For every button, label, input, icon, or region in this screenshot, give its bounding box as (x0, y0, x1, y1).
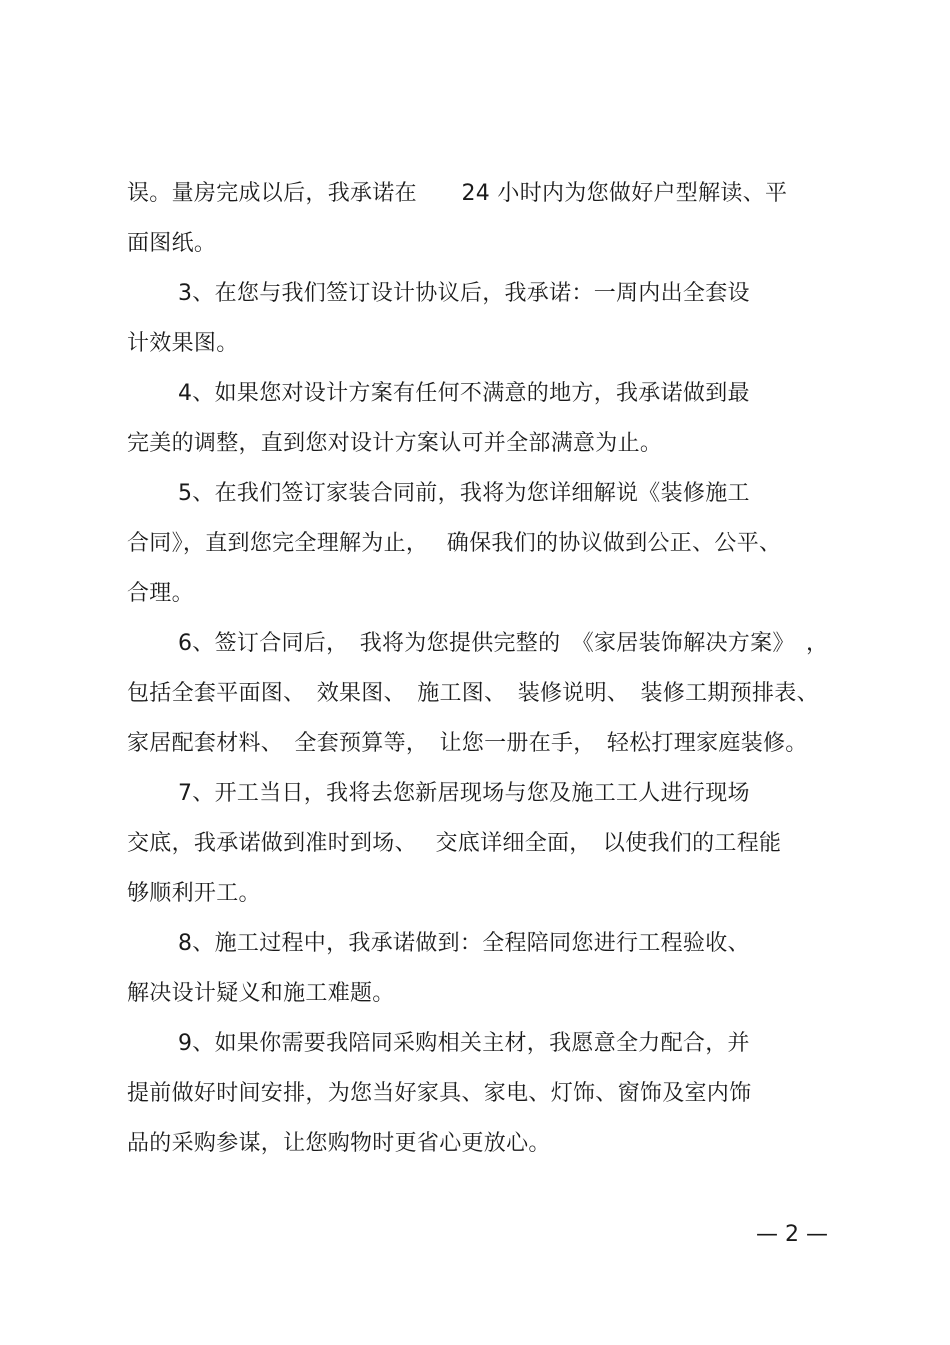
paragraph-9-line-1: 9、如果你需要我陪同采购相关主材，我愿意全力配合，并 (178, 1031, 750, 1056)
paragraph-6-line-3: 家居配套材料、 全套预算等， 让您一册在手， 轻松打理家庭装修。 (127, 731, 808, 756)
text-line: 面图纸。 (127, 231, 217, 256)
paragraph-5-line-1: 5、在我们签订家装合同前，我将为您详细解说《装修施工 (178, 481, 750, 506)
paragraph-3-line-1: 3、在您与我们签订设计协议后，我承诺：一周内出全套设 (178, 281, 750, 306)
paragraph-7-line-1: 7、开工当日，我将去您新居现场与您及施工工人进行现场 (178, 781, 750, 806)
paragraph-7-line-2: 交底，我承诺做到准时到场、 交底详细全面， 以使我们的工程能 (127, 831, 782, 856)
paragraph-6-line-2: 包括全套平面图、 效果图、 施工图、 装修说明、 装修工期预排表、 (127, 681, 819, 706)
paragraph-5-line-3: 合理。 (127, 581, 194, 606)
paragraph-8-line-1: 8、施工过程中，我承诺做到：全程陪同您进行工程验收、 (178, 931, 750, 956)
page-number: — 2 — (756, 1222, 828, 1247)
paragraph-6-line-1: 6、签订合同后， 我将为您提供完整的 《家居装饰解决方案》 ， (178, 631, 829, 656)
paragraph-9-line-2: 提前做好时间安排，为您当好家具、家电、灯饰、窗饰及室内饰 (127, 1081, 752, 1106)
paragraph-4-line-2: 完美的调整，直到您对设计方案认可并全部满意为止。 (127, 431, 663, 456)
paragraph-5-line-2: 合同》，直到您完全理解为止， 确保我们的协议做到公正、公平、 (127, 531, 782, 556)
paragraph-8-line-2: 解决设计疑义和施工难题。 (127, 981, 395, 1006)
paragraph-4-line-1: 4、如果您对设计方案有任何不满意的地方，我承诺做到最 (178, 381, 750, 406)
paragraph-9-line-3: 品的采购参谋，让您购物时更省心更放心。 (127, 1131, 551, 1156)
text-line: 误。量房完成以后，我承诺在 24 小时内为您做好户型解读、平 (127, 181, 788, 206)
paragraph-3-line-2: 计效果图。 (127, 331, 239, 356)
paragraph-7-line-3: 够顺利开工。 (127, 881, 261, 906)
